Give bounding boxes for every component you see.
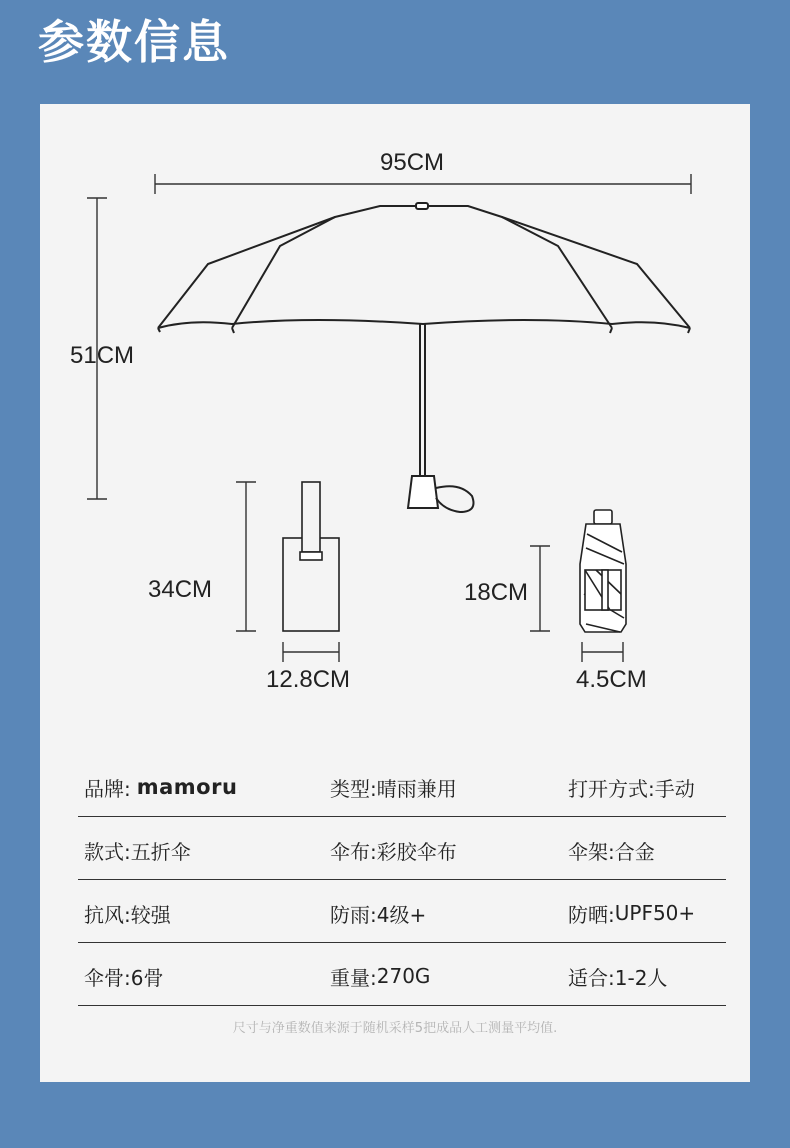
spec-value: 6骨 xyxy=(130,965,164,990)
spec-weight xyxy=(330,962,568,991)
spec-label: 重量: xyxy=(330,965,377,990)
spec-value: 五折伞 xyxy=(130,839,191,864)
spec-row xyxy=(78,943,726,1006)
spec-label: 防雨: xyxy=(330,902,377,927)
spec-label: 品牌: xyxy=(84,776,131,801)
spec-frame xyxy=(568,836,726,865)
brand-logo: mamoru xyxy=(136,775,238,799)
open-umbrella-icon xyxy=(158,203,690,512)
open-height-label: 51CM xyxy=(70,342,135,369)
spec-value: UPF50+ xyxy=(614,901,696,925)
spec-label: 抗风: xyxy=(84,902,131,927)
spec-label: 伞架: xyxy=(568,839,615,864)
spec-value: 4级+ xyxy=(376,902,427,927)
spec-rain-protection xyxy=(330,899,568,928)
page-title: 参数信息 xyxy=(38,15,230,69)
folded-umbrella-icon xyxy=(580,510,626,632)
spec-sun-protection xyxy=(568,899,726,928)
spec-type xyxy=(330,773,568,802)
spec-label: 适合: xyxy=(568,965,615,990)
box-height-label: 34CM xyxy=(148,576,213,603)
spec-label: 防晒: xyxy=(568,902,615,927)
open-width-label: 95CM xyxy=(380,149,445,176)
spec-label: 款式: xyxy=(84,839,131,864)
spec-value: 彩胶伞布 xyxy=(376,839,457,864)
spec-row xyxy=(78,754,726,817)
folded-length-label: 18CM xyxy=(464,579,529,606)
spec-open-method xyxy=(568,773,726,802)
spec-label: 类型: xyxy=(330,776,377,801)
spec-row xyxy=(78,880,726,943)
spec-capacity xyxy=(568,962,726,991)
spec-ribs xyxy=(78,962,330,991)
spec-label: 伞骨: xyxy=(84,965,131,990)
folded-width-label: 4.5CM xyxy=(576,666,647,693)
spec-label: 伞布: xyxy=(330,839,377,864)
spec-fabric xyxy=(330,836,568,865)
spec-wind-resistance xyxy=(78,899,330,928)
spec-style xyxy=(78,836,330,865)
spec-brand xyxy=(78,773,330,802)
spec-value: 晴雨兼用 xyxy=(376,776,457,801)
spec-value: 1-2人 xyxy=(614,965,668,990)
spec-value: 较强 xyxy=(130,902,171,927)
spec-value: 270G xyxy=(376,964,431,988)
box-width-label: 12.8CM xyxy=(266,666,351,693)
spec-table xyxy=(78,754,726,1006)
packaging-box-icon xyxy=(283,482,339,631)
umbrella-diagram xyxy=(40,104,750,744)
spec-label: 打开方式: xyxy=(568,776,655,801)
spec-value: 合金 xyxy=(614,839,655,864)
spec-card xyxy=(40,104,750,1082)
spec-value: 手动 xyxy=(654,776,695,801)
measurement-footnote: 尺寸与净重数值来源于随机采样5把成品人工测量平均值. xyxy=(232,1021,558,1036)
spec-row xyxy=(78,817,726,880)
